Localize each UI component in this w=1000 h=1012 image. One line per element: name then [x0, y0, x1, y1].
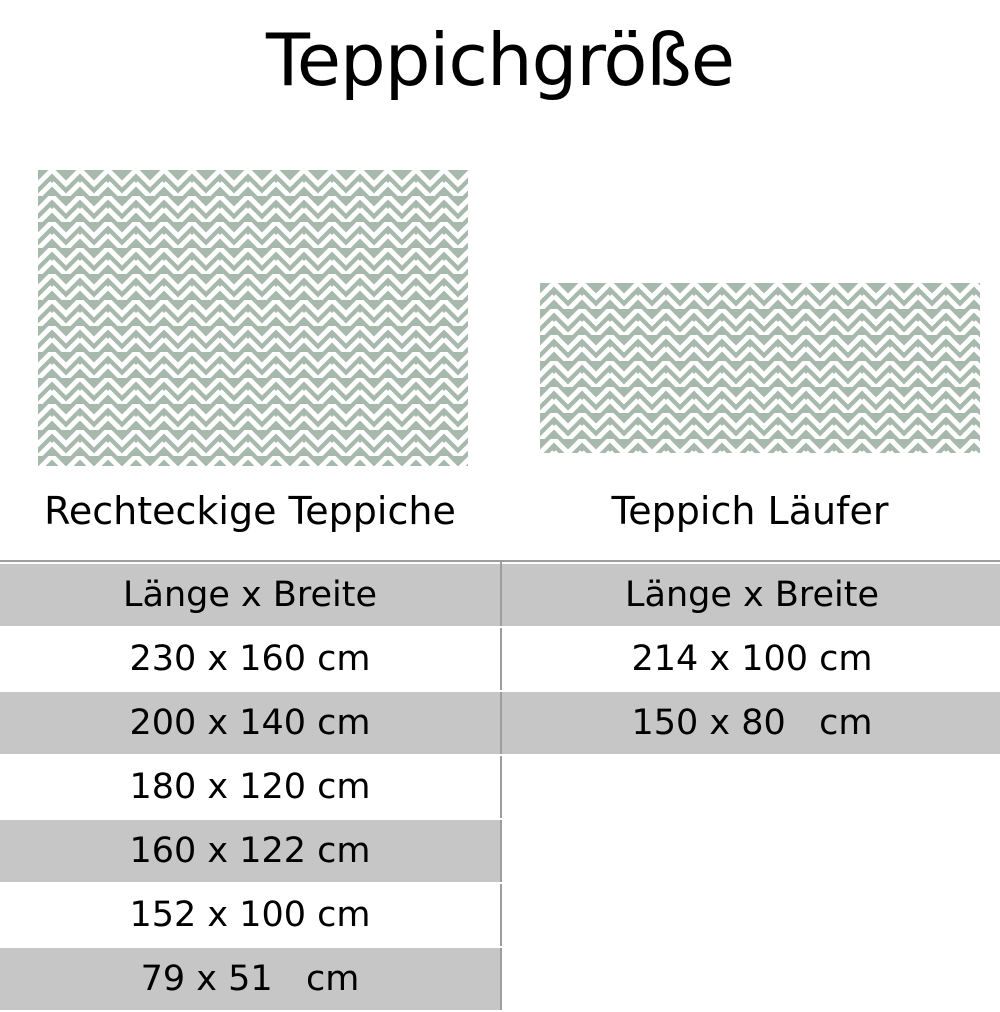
size-cell-rect: 230 x 160 cm [0, 627, 501, 691]
size-cell-rect: 200 x 140 cm [0, 691, 501, 755]
size-table [0, 562, 1000, 1012]
size-cell-runner [501, 883, 1000, 947]
size-cell-runner: 150 x 80 cm [501, 691, 1000, 755]
size-cell-rect: 160 x 122 cm [0, 819, 501, 883]
page-title: Teppichgröße [265, 18, 735, 102]
table-row [0, 627, 1000, 691]
table-row [0, 947, 1000, 1011]
size-cell-rect: 79 x 51 cm [0, 947, 501, 1011]
rectangular-rug-swatch [38, 170, 468, 466]
size-cell-rect: 180 x 120 cm [0, 755, 501, 819]
runner-rug-swatch [540, 283, 980, 453]
chevron-pattern-icon [540, 283, 980, 453]
runner-rug-caption: Teppich Läufer [611, 489, 889, 533]
table-row [0, 755, 1000, 819]
table-row [0, 819, 1000, 883]
table-header-row [0, 563, 1000, 627]
rectangular-rug-caption: Rechteckige Teppiche [44, 489, 456, 533]
chevron-pattern-icon [38, 170, 468, 466]
size-cell-runner [501, 819, 1000, 883]
table-row [0, 691, 1000, 755]
size-cell-rect: 152 x 100 cm [0, 883, 501, 947]
table-row [0, 883, 1000, 947]
size-cell-runner: 214 x 100 cm [501, 627, 1000, 691]
table-header-runner: Länge x Breite [501, 563, 1000, 627]
table-header-rect: Länge x Breite [0, 563, 501, 627]
size-cell-runner [501, 755, 1000, 819]
size-cell-runner [501, 947, 1000, 1011]
